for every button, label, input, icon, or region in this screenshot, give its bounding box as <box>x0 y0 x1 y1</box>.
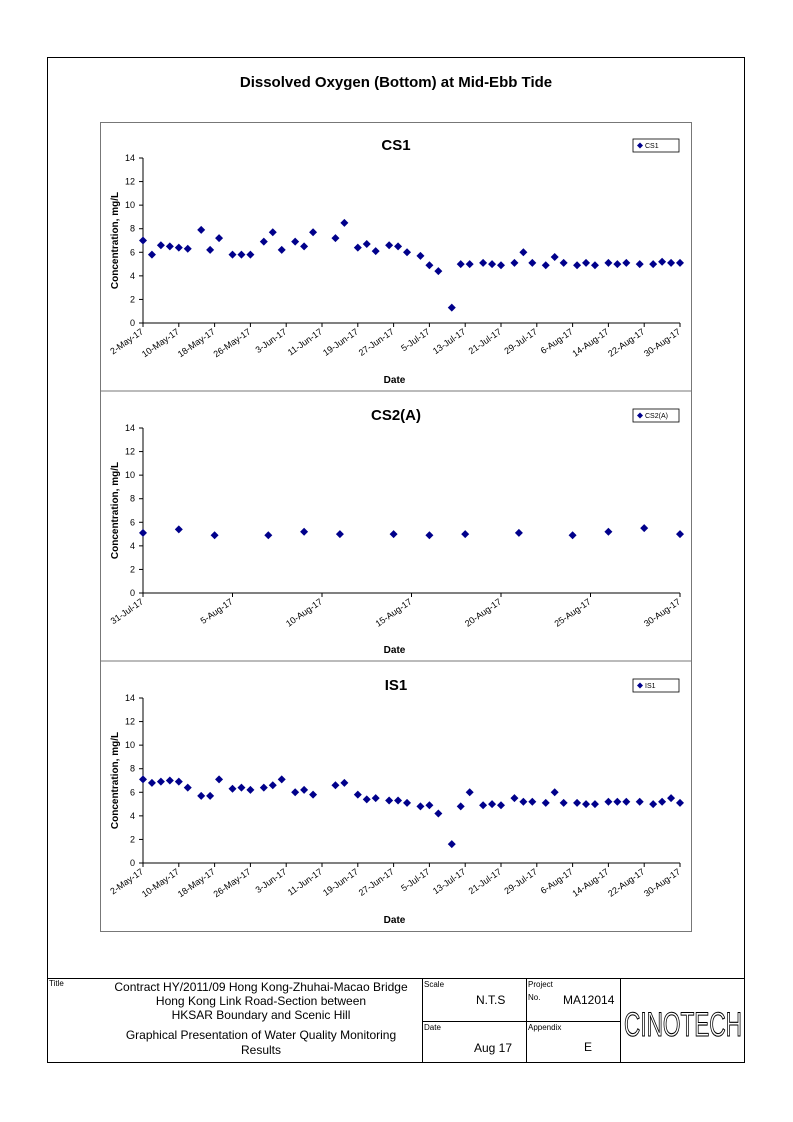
title-label: Title <box>49 979 64 988</box>
data-point <box>604 798 612 806</box>
y-tick-label: 8 <box>129 493 135 504</box>
data-point <box>237 784 245 792</box>
data-point <box>403 248 411 256</box>
data-point <box>139 775 147 783</box>
data-point <box>416 802 424 810</box>
appendix-value: E <box>584 1040 593 1054</box>
y-tick-label: 12 <box>124 716 135 727</box>
data-point <box>372 794 380 802</box>
data-point <box>582 259 590 267</box>
x-tick-label: 30-Aug-17 <box>641 326 683 359</box>
data-point <box>658 798 666 806</box>
y-tick-label: 0 <box>129 318 135 328</box>
scale-label: Scale <box>424 980 445 989</box>
data-point <box>206 792 214 800</box>
data-point <box>229 785 237 793</box>
data-point <box>636 798 644 806</box>
data-point <box>340 779 348 787</box>
data-point <box>510 259 518 267</box>
x-tick-label: 22-Aug-17 <box>606 866 647 899</box>
x-axis-label: Date <box>383 645 406 656</box>
x-tick-label: 20-Aug-17 <box>462 596 504 629</box>
data-point <box>166 777 174 785</box>
y-tick-label: 4 <box>129 270 135 281</box>
x-tick-label: 14-Aug-17 <box>570 866 611 899</box>
y-tick-label: 8 <box>129 223 135 234</box>
data-point <box>560 259 568 267</box>
x-tick-label: 5-Jul-17 <box>399 866 432 894</box>
data-point <box>425 261 433 269</box>
chart-is1 <box>100 662 692 931</box>
chart-cs2a <box>100 392 692 661</box>
data-point <box>139 529 147 537</box>
data-point <box>497 261 505 269</box>
data-point <box>300 528 308 536</box>
x-tick-label: 10-Aug-17 <box>283 596 325 629</box>
data-point <box>676 259 684 267</box>
y-tick-label: 0 <box>129 858 135 868</box>
x-tick-label: 2-May-17 <box>108 326 146 357</box>
legend <box>633 139 679 152</box>
project-label: Project <box>528 980 553 989</box>
data-point <box>573 799 581 807</box>
data-point <box>215 775 223 783</box>
data-point <box>649 260 657 268</box>
data-point <box>519 798 527 806</box>
data-point <box>246 251 254 259</box>
data-point <box>269 781 277 789</box>
data-point <box>569 531 577 539</box>
x-tick-label: 27-Jun-17 <box>356 866 396 898</box>
data-point <box>166 242 174 250</box>
data-point <box>604 528 612 536</box>
data-point <box>649 800 657 808</box>
data-point <box>385 241 393 249</box>
scale-value: N.T.S <box>476 993 506 1007</box>
x-tick-label: 10-May-17 <box>139 866 181 900</box>
y-axis-label: Concentration, mg/L <box>110 191 121 290</box>
legend-label: CS2(A) <box>645 413 668 420</box>
x-tick-label: 26-May-17 <box>211 326 253 360</box>
data-point <box>237 251 245 259</box>
y-tick-label: 6 <box>129 517 135 528</box>
data-point <box>229 251 237 259</box>
data-point <box>157 778 165 786</box>
y-tick-label: 2 <box>129 564 135 575</box>
y-axis-label: Concentration, mg/L <box>110 461 121 560</box>
x-tick-label: 30-Aug-17 <box>641 596 683 629</box>
data-point <box>461 530 469 538</box>
data-point <box>372 247 380 255</box>
x-tick-label: 30-Aug-17 <box>641 866 683 899</box>
x-tick-label: 10-May-17 <box>139 326 181 360</box>
data-point <box>622 259 630 267</box>
data-point <box>667 794 675 802</box>
data-point <box>448 304 456 312</box>
data-point <box>300 242 308 250</box>
y-tick-label: 2 <box>129 834 135 845</box>
x-tick-label: 6-Aug-17 <box>538 326 575 356</box>
data-point <box>582 800 590 808</box>
data-point <box>542 799 550 807</box>
appendix-label: Appendix <box>528 1023 562 1032</box>
data-point <box>206 246 214 254</box>
chart-title: IS1 <box>384 677 408 694</box>
data-point <box>488 800 496 808</box>
data-point <box>622 798 630 806</box>
drawing-subtitle <box>100 1028 422 1058</box>
data-point <box>197 226 205 234</box>
data-point <box>331 234 339 242</box>
x-tick-label: 14-Aug-17 <box>570 326 611 359</box>
data-point <box>394 242 402 250</box>
data-point <box>354 244 362 252</box>
data-point <box>515 529 523 537</box>
legend-label: IS1 <box>645 683 656 690</box>
data-point <box>331 781 339 789</box>
x-tick-label: 29-Jul-17 <box>502 866 539 897</box>
data-point <box>448 840 456 848</box>
data-point <box>148 779 156 787</box>
project-title-line-3: HKSAR Boundary and Scenic Hill <box>171 1008 351 1022</box>
data-point <box>488 260 496 268</box>
data-point <box>604 259 612 267</box>
y-tick-label: 8 <box>129 763 135 774</box>
data-point <box>591 800 599 808</box>
y-tick-label: 2 <box>129 294 135 305</box>
x-tick-label: 26-May-17 <box>211 866 253 900</box>
x-tick-label: 18-May-17 <box>175 326 217 360</box>
x-tick-label: 22-Aug-17 <box>606 326 647 359</box>
data-point <box>591 261 599 269</box>
data-point <box>667 259 675 267</box>
data-point <box>640 524 648 532</box>
y-tick-label: 10 <box>124 470 135 481</box>
x-tick-label: 19-Jun-17 <box>321 326 360 358</box>
data-point <box>246 786 254 794</box>
data-point <box>479 801 487 809</box>
data-point <box>542 261 550 269</box>
x-tick-label: 29-Jul-17 <box>502 326 539 357</box>
data-point <box>390 530 398 538</box>
x-tick-label: 21-Jul-17 <box>466 866 504 897</box>
x-tick-label: 2-May-17 <box>108 866 146 897</box>
data-point <box>340 219 348 227</box>
data-point <box>457 260 465 268</box>
page-title: Dissolved Oxygen (Bottom) at Mid-Ebb Tide <box>239 74 553 91</box>
data-point <box>157 241 165 249</box>
data-point <box>560 799 568 807</box>
data-point <box>184 784 192 792</box>
x-tick-label: 5-Aug-17 <box>198 596 235 626</box>
data-point <box>425 801 433 809</box>
y-tick-label: 6 <box>129 787 135 798</box>
x-tick-label: 25-Aug-17 <box>552 596 593 629</box>
data-point <box>291 238 299 246</box>
data-point <box>336 530 344 538</box>
data-point <box>264 531 272 539</box>
data-point <box>636 260 644 268</box>
data-point <box>573 261 581 269</box>
data-point <box>457 802 465 810</box>
x-tick-label: 11-Jun-17 <box>285 326 325 358</box>
data-point <box>309 228 317 236</box>
data-point <box>309 791 317 799</box>
data-point <box>528 798 536 806</box>
data-point <box>278 246 286 254</box>
logo-text: CINOTECH <box>624 1006 742 1044</box>
cinotech-logo <box>622 1000 744 1044</box>
data-point <box>676 799 684 807</box>
data-point <box>184 245 192 253</box>
data-point <box>175 244 183 252</box>
data-point <box>269 228 277 236</box>
y-tick-label: 6 <box>129 247 135 258</box>
data-point <box>466 788 474 796</box>
x-tick-label: 21-Jul-17 <box>466 326 504 357</box>
x-tick-label: 18-May-17 <box>175 866 217 900</box>
x-tick-label: 5-Jul-17 <box>399 326 432 354</box>
data-point <box>215 234 223 242</box>
project-no-label: No. <box>528 993 541 1002</box>
x-tick-label: 19-Jun-17 <box>321 866 360 898</box>
x-tick-label: 27-Jun-17 <box>356 326 396 358</box>
data-point <box>385 797 393 805</box>
y-tick-label: 12 <box>124 176 135 187</box>
chart-title: CS1 <box>381 137 411 154</box>
data-point <box>528 259 536 267</box>
data-point <box>175 525 183 533</box>
x-tick-label: 13-Jul-17 <box>430 866 468 897</box>
data-point <box>363 240 371 248</box>
y-tick-label: 10 <box>124 200 135 211</box>
data-point <box>363 795 371 803</box>
project-no-value: MA12014 <box>563 993 615 1007</box>
y-tick-label: 0 <box>129 588 135 598</box>
data-point <box>497 801 505 809</box>
data-point <box>300 786 308 794</box>
x-tick-label: 15-Aug-17 <box>373 596 414 629</box>
x-tick-label: 3-Jun-17 <box>253 326 289 356</box>
data-point <box>139 237 147 245</box>
x-axis-label: Date <box>383 915 406 926</box>
data-point <box>291 788 299 796</box>
x-tick-label: 11-Jun-17 <box>285 866 325 898</box>
y-tick-label: 14 <box>124 693 135 703</box>
date-value: Aug 17 <box>474 1041 513 1055</box>
data-point <box>519 248 527 256</box>
data-point <box>613 260 621 268</box>
legend-label: CS1 <box>645 143 659 150</box>
y-tick-label: 12 <box>124 446 135 457</box>
legend <box>633 409 679 422</box>
x-tick-label: 3-Jun-17 <box>253 866 289 896</box>
data-point <box>466 260 474 268</box>
data-point <box>551 253 559 261</box>
data-point <box>175 778 183 786</box>
data-point <box>434 810 442 818</box>
x-tick-label: 6-Aug-17 <box>538 866 575 896</box>
data-point <box>148 251 156 259</box>
y-tick-label: 14 <box>124 423 135 433</box>
data-point <box>260 238 268 246</box>
y-tick-label: 4 <box>129 540 135 551</box>
x-tick-label: 13-Jul-17 <box>430 326 468 357</box>
subtitle-line-1: Graphical Presentation of Water Quality Monitoring <box>125 1028 397 1042</box>
x-tick-label: 31-Jul-17 <box>108 596 146 627</box>
data-point <box>434 267 442 275</box>
data-point <box>211 531 219 539</box>
data-point <box>510 794 518 802</box>
data-point <box>278 775 286 783</box>
chart-cs1 <box>100 122 692 391</box>
project-title-line-2: Hong Kong Link Road-Section between <box>155 994 367 1008</box>
chart-title: CS2(A) <box>370 407 422 424</box>
y-axis-label: Concentration, mg/L <box>110 731 121 830</box>
data-point <box>197 792 205 800</box>
project-title <box>100 980 422 1022</box>
date-label: Date <box>424 1023 441 1032</box>
data-point <box>403 799 411 807</box>
data-point <box>260 784 268 792</box>
subtitle-line-2: Results <box>240 1043 281 1057</box>
legend <box>633 679 679 692</box>
data-point <box>416 252 424 260</box>
x-axis-label: Date <box>383 375 406 386</box>
y-tick-label: 10 <box>124 740 135 751</box>
y-tick-label: 14 <box>124 153 135 163</box>
data-point <box>425 531 433 539</box>
data-point <box>658 258 666 266</box>
y-tick-label: 4 <box>129 810 135 821</box>
data-point <box>551 788 559 796</box>
project-title-line-1: Contract HY/2011/09 Hong Kong-Zhuhai-Macao Bridge <box>114 980 408 994</box>
data-point <box>613 798 621 806</box>
data-point <box>394 797 402 805</box>
data-point <box>354 791 362 799</box>
data-point <box>676 530 684 538</box>
data-point <box>479 259 487 267</box>
